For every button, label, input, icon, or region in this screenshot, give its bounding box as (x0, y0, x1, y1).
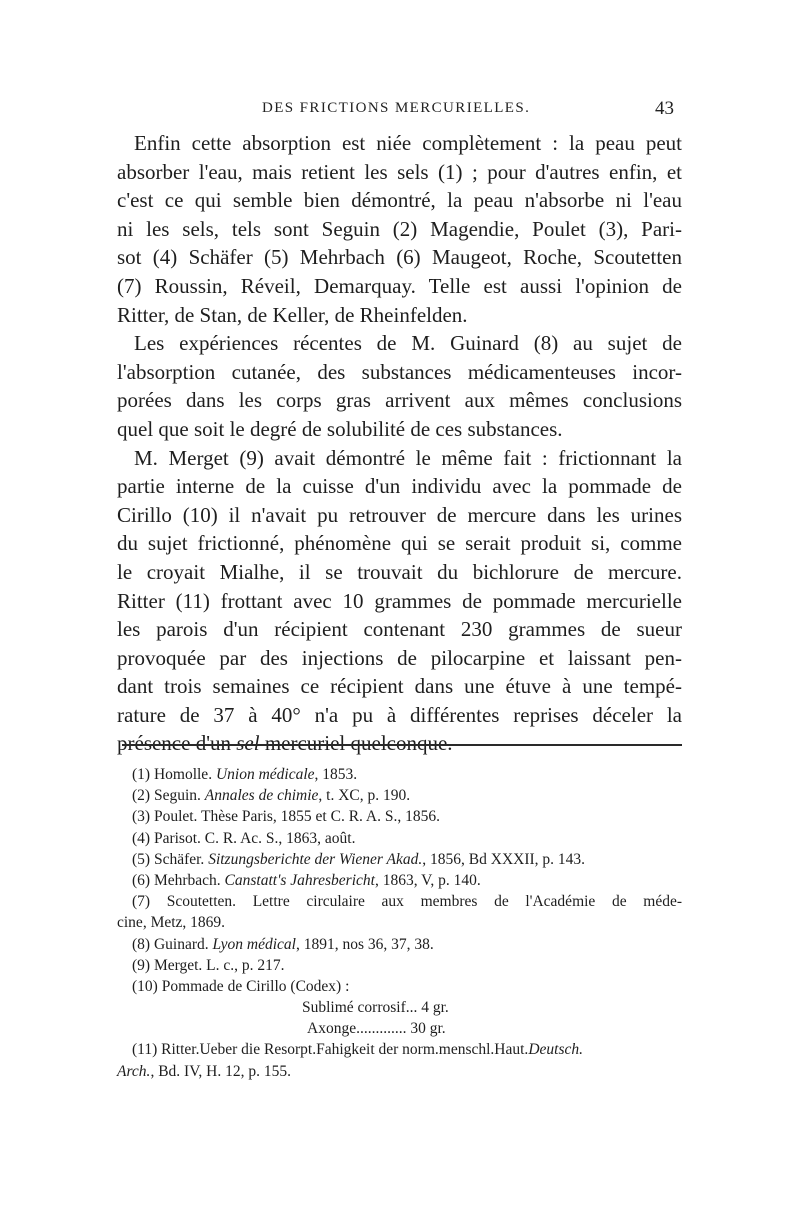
footnote-text: (8) Guinard. (132, 935, 213, 953)
footnotes (117, 764, 682, 1082)
body-line: Les expériences récentes de M. Guinard (8) au sujet de (134, 331, 682, 356)
footnote-italic: Deutsch. (528, 1041, 583, 1059)
body-line: c'est ce qui semble bien démontré, la peau n'absorbe ni l'eau (117, 188, 682, 213)
footnote-text: , 1863, V, p. 140. (374, 871, 481, 889)
footnote (117, 976, 682, 997)
body-line: provoquée par des injections de pilocarpine et laissant pen- (117, 645, 682, 670)
body-text-italic: sel (236, 731, 260, 756)
body-line: Ritter, de Stan, de Keller, de Rheinfelden. (117, 302, 468, 327)
footnote-text: (3) Poulet. Thèse Paris, 1855 et C. R. A. S., 1856. (132, 808, 440, 826)
body-line: les parois d'un récipient contenant 230 grammes de sueur (117, 617, 682, 642)
footnote (117, 785, 682, 806)
footnote (117, 1039, 682, 1060)
body-line: Cirillo (10) il n'avait pu retrouver de mercure dans les urines (117, 502, 682, 527)
body-text-fragment: mercuriel quelconque. (259, 731, 453, 756)
body-line: du sujet frictionné, phénomène qui se serait produit si, comme (117, 531, 682, 556)
footnote-continuation: cine, Metz, 1869. (117, 914, 226, 932)
footnote-text: , Bd. IV, H. 12, p. 155. (150, 1062, 291, 1080)
footnote-text: (5) Schäfer. (132, 850, 209, 868)
body-line: ni les sels, tels sont Seguin (2) Magendie, Poulet (3), Pari- (117, 216, 682, 241)
page-number: 43 (655, 98, 674, 119)
footnote (117, 934, 682, 955)
footnote-text: (2) Seguin. (132, 787, 205, 805)
footnote-text: , 1856, Bd XXXII, p. 143. (422, 850, 586, 868)
body-line: porées dans les corps gras arrivent aux mêmes conclusions (117, 388, 682, 413)
footnote (117, 849, 682, 870)
footnote-italic: Lyon médical (212, 935, 296, 953)
body-line: le croyait Mialhe, il se trouvait du bichlorure de mercure. (117, 559, 682, 584)
footnote: (7) Scoutetten. Lettre circulaire aux membres de l'Académie de méde- (132, 893, 682, 911)
body-line: rature de 37 à 40° n'a pu à différentes reprises déceler la (117, 702, 682, 727)
footnote-text: (10) Pommade de Cirillo (Codex) : (132, 977, 350, 995)
footnote-text: , 1891, nos 36, 37, 38. (295, 935, 434, 953)
footnote-separator (122, 744, 682, 746)
footnote-italic: Sitzungsberichte der Wiener Akad. (208, 850, 423, 868)
footnote-text: , t. XC, p. 190. (318, 787, 411, 805)
body-line: Enfin cette absorption est niée complètement : la peau peut (134, 131, 682, 155)
footnote (117, 870, 682, 891)
body-line: sot (4) Schäfer (5) Mehrbach (6) Maugeot, Roche, Scoutetten (117, 245, 682, 270)
footnote-text: (11) Ritter.Ueber die Resorpt.Fahigkeit der norm.menschl.Haut. (132, 1041, 529, 1059)
footnote (117, 764, 682, 785)
formula-line: Sublimé corrosif... 4 gr. (302, 999, 449, 1017)
footnote (117, 806, 682, 827)
body-line: (7) Roussin, Réveil, Demarquay. Telle est aussi l'opinion de (117, 273, 682, 298)
footnote-text: (4) Parisot. C. R. Ac. S., 1863, août. (132, 829, 356, 847)
footnote-italic: Arch. (117, 1062, 151, 1080)
footnote (117, 955, 682, 976)
body-text (117, 129, 682, 758)
body-line: quel que soit le degré de solubilité de ces substances. (117, 416, 563, 441)
body-line: partie interne de la cuisse d'un individu avec la pommade de (117, 474, 682, 499)
body-line: Ritter (11) frottant avec 10 grammes de pommade mercurielle (117, 588, 682, 613)
formula-line: Axonge............. 30 gr. (307, 1020, 446, 1038)
body-line: dant trois semaines ce récipient dans une étuve à une tempé- (117, 674, 682, 699)
body-line: M. Merget (9) avait démontré le même fait : frictionnant la (134, 445, 682, 470)
footnote-text: , 1853. (314, 766, 358, 783)
body-line: absorber l'eau, mais retient les sels (1) ; pour d'autres enfin, et (117, 159, 682, 184)
footnote-continuation (117, 1061, 682, 1082)
footnote (117, 828, 682, 849)
footnote-text: (9) Merget. L. c., p. 217. (132, 956, 285, 974)
footnote-italic: Union médicale (215, 766, 315, 783)
running-title: DES FRICTIONS MERCURIELLES. (262, 100, 531, 116)
footnote-text: (6) Mehrbach. (132, 871, 225, 889)
footnote-italic: Annales de chimie (204, 787, 319, 805)
body-text-fragment: présence d'un (117, 731, 237, 756)
footnote-italic: Canstatt's Jahresbericht (224, 871, 375, 889)
body-line: l'absorption cutanée, des substances médicamenteuses incor- (117, 359, 682, 384)
footnote-text: (1) Homolle. (132, 766, 216, 783)
